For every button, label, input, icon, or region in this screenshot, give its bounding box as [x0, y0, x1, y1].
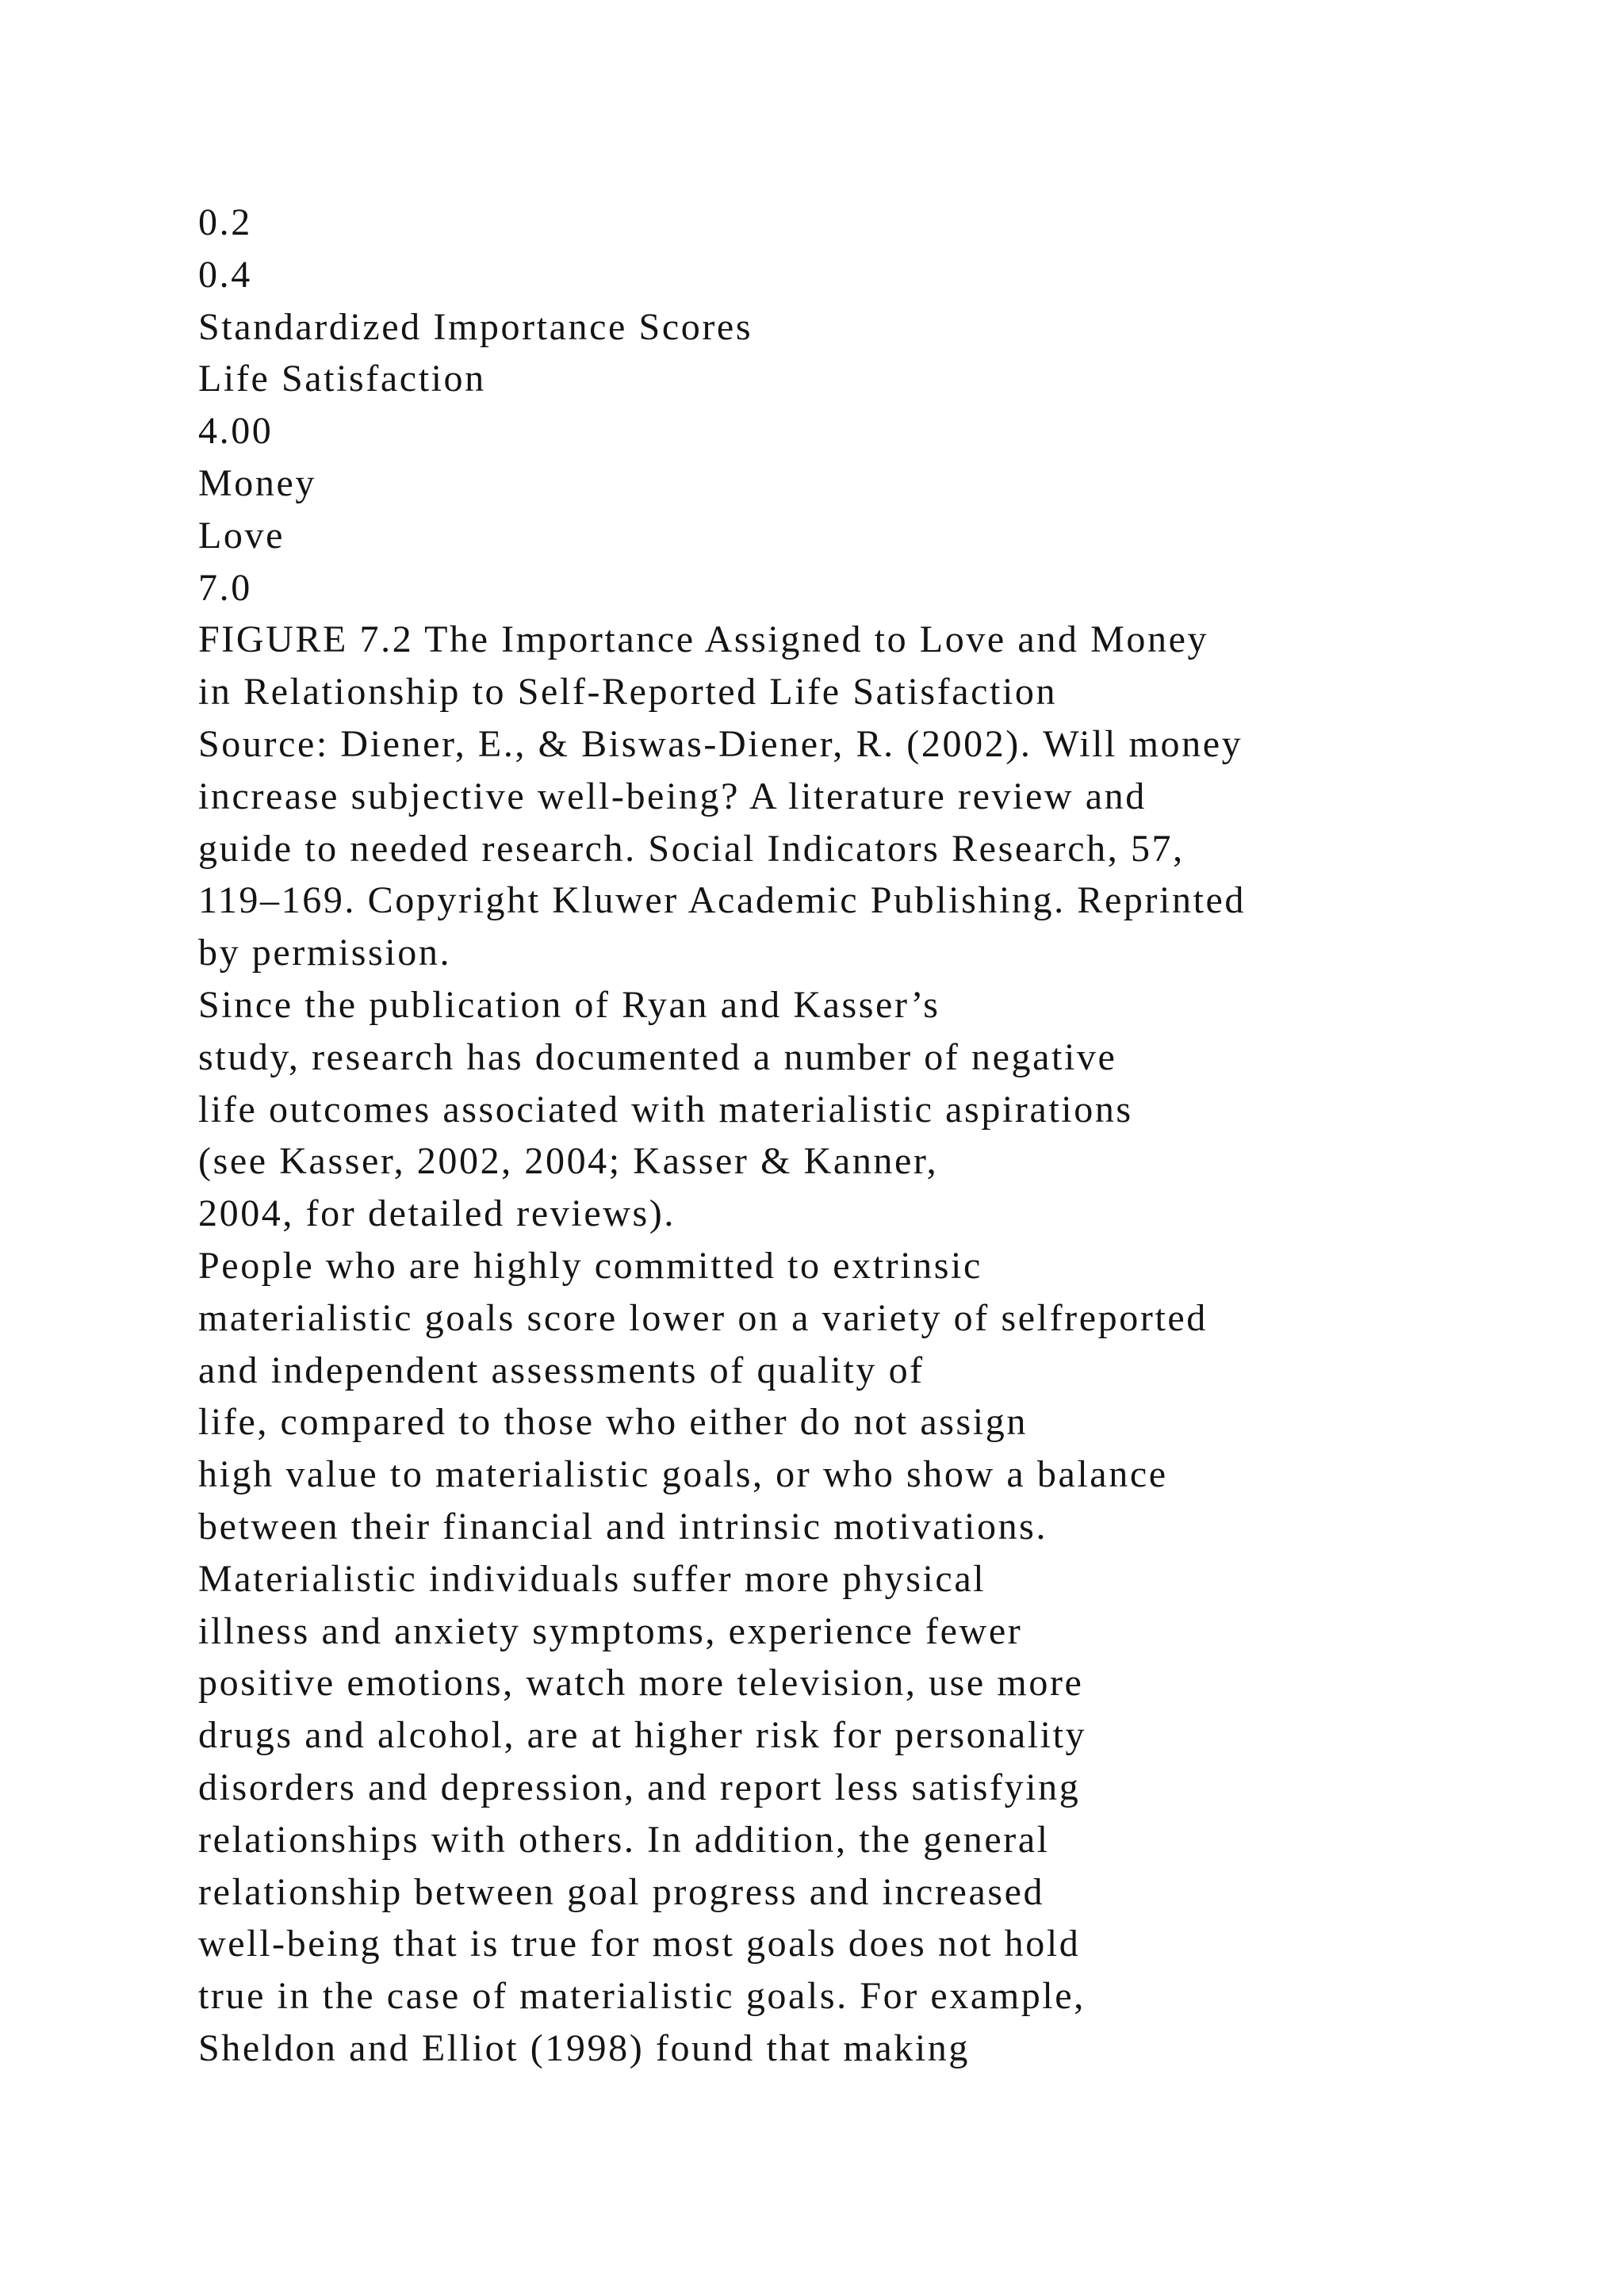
paragraph-line: Since the publication of Ryan and Kasser’s	[198, 983, 940, 1026]
text-line: Life Satisfaction	[198, 358, 486, 400]
source-line: 119–169. Copyright Kluwer Academic Publishing. Reprinted	[198, 879, 1247, 922]
paragraph-line: disorders and depression, and report less satisfying	[198, 1766, 1081, 1808]
paragraph-line: life outcomes associated with materialistic aspirations	[198, 1088, 1133, 1131]
paragraph-line: study, research has documented a number of negative	[198, 1035, 1117, 1078]
paragraph-line: People who are highly committed to extrinsic	[198, 1244, 982, 1287]
text-line: Money	[198, 461, 316, 504]
paragraph-line: relationships with others. In addition, the general	[198, 1818, 1050, 1861]
paragraph-line: well-being that is true for most goals does not hold	[198, 1923, 1081, 1965]
paragraph-line: positive emotions, watch more television, use more	[198, 1662, 1084, 1705]
text-line: 0.2	[198, 201, 252, 243]
paragraph-line: and independent assessments of quality of	[198, 1349, 925, 1391]
source-line: guide to needed research. Social Indicators Research, 57,	[198, 827, 1185, 870]
text-line: Standardized Importance Scores	[198, 305, 753, 348]
figure-caption-line: FIGURE 7.2 The Importance Assigned to Love and Money	[198, 618, 1209, 661]
paragraph-line: (see Kasser, 2002, 2004; Kasser & Kanner,	[198, 1140, 939, 1183]
paragraph-line: true in the case of materialistic goals. For example,	[198, 1975, 1086, 2018]
paragraph-line: between their financial and intrinsic motivations.	[198, 1505, 1048, 1548]
paragraph-line: life, compared to those who either do not assign	[198, 1401, 1028, 1444]
paragraph-line: illness and anxiety symptoms, experience fewer	[198, 1609, 1023, 1652]
figure-caption-line: in Relationship to Self-Reported Life Satisfaction	[198, 671, 1058, 714]
text-line: Love	[198, 514, 285, 557]
source-line: by permission.	[198, 932, 452, 974]
text-line: 0.4	[198, 253, 252, 296]
paragraph-line: relationship between goal progress and increased	[198, 1870, 1045, 1913]
paragraph-line: Materialistic individuals suffer more physical	[198, 1557, 986, 1600]
document-text	[198, 197, 1594, 2075]
text-line: 7.0	[198, 566, 252, 609]
paragraph-line: 2004, for detailed reviews).	[198, 1192, 676, 1235]
paragraph-line: Sheldon and Elliot (1998) found that making	[198, 2026, 971, 2069]
source-line: Source: Diener, E., & Biswas-Diener, R. (2002). Will money	[198, 722, 1243, 765]
source-line: increase subjective well-being? A literature review and	[198, 775, 1147, 817]
paragraph-line: high value to materialistic goals, or who show a balance	[198, 1453, 1168, 1496]
paragraph-line: materialistic goals score lower on a variety of selfreported	[198, 1296, 1208, 1339]
text-line: 4.00	[198, 410, 274, 453]
paragraph-line: drugs and alcohol, are at higher risk for personality	[198, 1714, 1087, 1757]
